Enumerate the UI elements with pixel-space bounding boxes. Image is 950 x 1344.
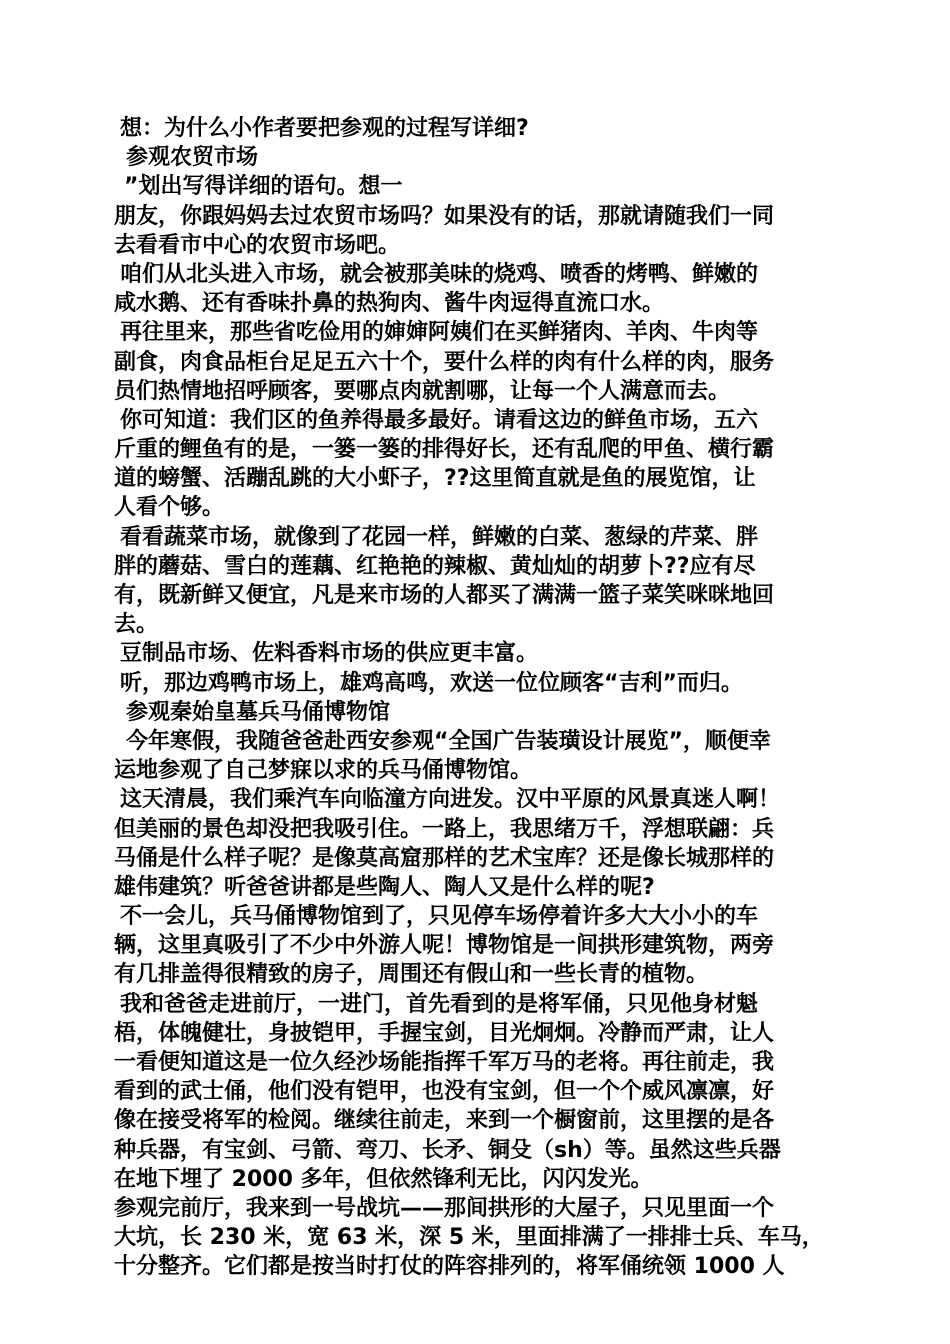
text-line: 我和爸爸走进前厅，一进门，首先看到的是将军俑，只见他身材魁: [120, 991, 759, 1017]
text-line: 再往里来，那些省吃俭用的婶婶阿姨们在买鲜猪肉、羊肉、牛肉等: [120, 320, 759, 346]
text-line: 在地下埋了 2000 多年，但依然锋利无比，闪闪发光。: [114, 1166, 653, 1192]
text-line: 今年寒假，我随爸爸赴西安参观“全国广告装璜设计展览”，顺便幸: [126, 728, 771, 754]
text-line: 人看个够。: [114, 495, 225, 521]
text-line: 这天清晨，我们乘汽车向临潼方向进发。汉中平原的风景真迷人啊！: [120, 787, 781, 813]
text-line: 参观秦始皇墓兵马俑博物馆: [126, 699, 391, 725]
text-line: 雄伟建筑？听爸爸讲都是些陶人、陶人又是什么样的呢?: [114, 874, 655, 900]
text-line: 去。: [114, 612, 159, 638]
text-line: 咱们从北头进入市场，就会被那美味的烧鸡、喷香的烤鸭、鲜嫩的: [120, 261, 759, 287]
text-line: 豆制品市场、佐料香料市场的供应更丰富。: [120, 641, 539, 667]
text-line: 有几排盖得很精致的房子，周围还有假山和一些长青的植物。: [114, 962, 709, 988]
text-line: 十分整齐。它们都是按当时打仗的阵容排列的，将军俑统领 1000 人: [114, 1254, 785, 1280]
text-line: 梧，体魄健壮，身披铠甲，手握宝剑，目光炯炯。冷静而严肃，让人: [114, 1020, 775, 1046]
text-line: 胖的蘑菇、雪白的莲藕、红艳艳的辣椒、黄灿灿的胡萝卜??应有尽: [114, 553, 756, 579]
text-line: 朋友，你跟妈妈去过农贸市场吗？如果没有的话，那就请随我们一同: [114, 203, 775, 229]
text-line: 想：为什么小作者要把参观的过程写详细?: [120, 116, 529, 141]
text-line: ”划出写得详细的语句。想一: [124, 174, 403, 200]
text-line: 斤重的鲤鱼有的是，一篓一篓的排得好长，还有乱爬的甲鱼、横行霸: [114, 437, 775, 463]
text-line: 看看蔬菜市场，就像到了花园一样，鲜嫩的白菜、葱绿的芹菜、胖: [120, 524, 759, 550]
text-line: 种兵器，有宝剑、弓箭、弯刀、长矛、铜殳（sh）等。虽然这些兵器: [114, 1137, 781, 1163]
text-line: 你可知道：我们区的鱼养得最多最好。请看这边的鲜鱼市场，五六: [120, 407, 759, 433]
text-line: 像在接受将军的检阅。继续往前走，来到一个橱窗前，这里摆的是各: [114, 1108, 775, 1134]
text-line: 咸水鹅、还有香味扑鼻的热狗肉、酱牛肉逗得直流口水。: [114, 291, 665, 317]
text-line: 听，那边鸡鸭市场上，雄鸡高鸣，欢送一位位顾客“吉利”而归。: [120, 670, 743, 696]
text-line: 马俑是什么样子呢？是像莫高窟那样的艺术宝库？还是像长城那样的: [114, 845, 775, 871]
text-line: 去看看市中心的农贸市场吧。: [114, 232, 401, 258]
text-line: 运地参观了自己梦寐以求的兵马俑博物馆。: [114, 758, 533, 784]
document-body: [114, 114, 838, 1282]
text-line: 一看便知道这是一位久经沙场能指挥千军万马的老将。再往前走，我: [114, 1050, 775, 1075]
text-line: 参观完前厅，我来到一号战坑——那间拱形的大屋子，只见里面一个: [114, 1195, 775, 1221]
text-line: 但美丽的景色却没把我吸引住。一路上，我思绪万千，浮想联翩：兵: [114, 816, 775, 842]
text-line: 不一会儿，兵马俑博物馆到了，只见停车场停着许多大大小小的车: [120, 904, 759, 930]
text-line: 员们热情地招呼顾客，要哪点肉就割哪，让每一个人满意而去。: [114, 378, 731, 404]
text-line: 副食，肉食品柜台足足五六十个，要什么样的肉有什么样的肉，服务: [114, 349, 775, 375]
text-line: 参观农贸市场: [126, 145, 259, 171]
text-line: 看到的武士俑，他们没有铠甲，也没有宝剑，但一个个威风凛凛，好: [114, 1079, 775, 1105]
text-line: 大坑，长 230 米，宽 63 米，深 5 米，里面排满了一排排士兵、车马，: [114, 1225, 824, 1251]
text-line: 辆，这里真吸引了不少中外游人呢！博物馆是一间拱形建筑物，两旁: [114, 933, 775, 959]
text-line: 有，既新鲜又便宜，凡是来市场的人都买了满满一篮子菜笑咪咪地回: [114, 583, 775, 608]
text-line: 道的螃蟹、活蹦乱跳的大小虾子，??这里简直就是鱼的展览馆，让: [114, 466, 756, 492]
